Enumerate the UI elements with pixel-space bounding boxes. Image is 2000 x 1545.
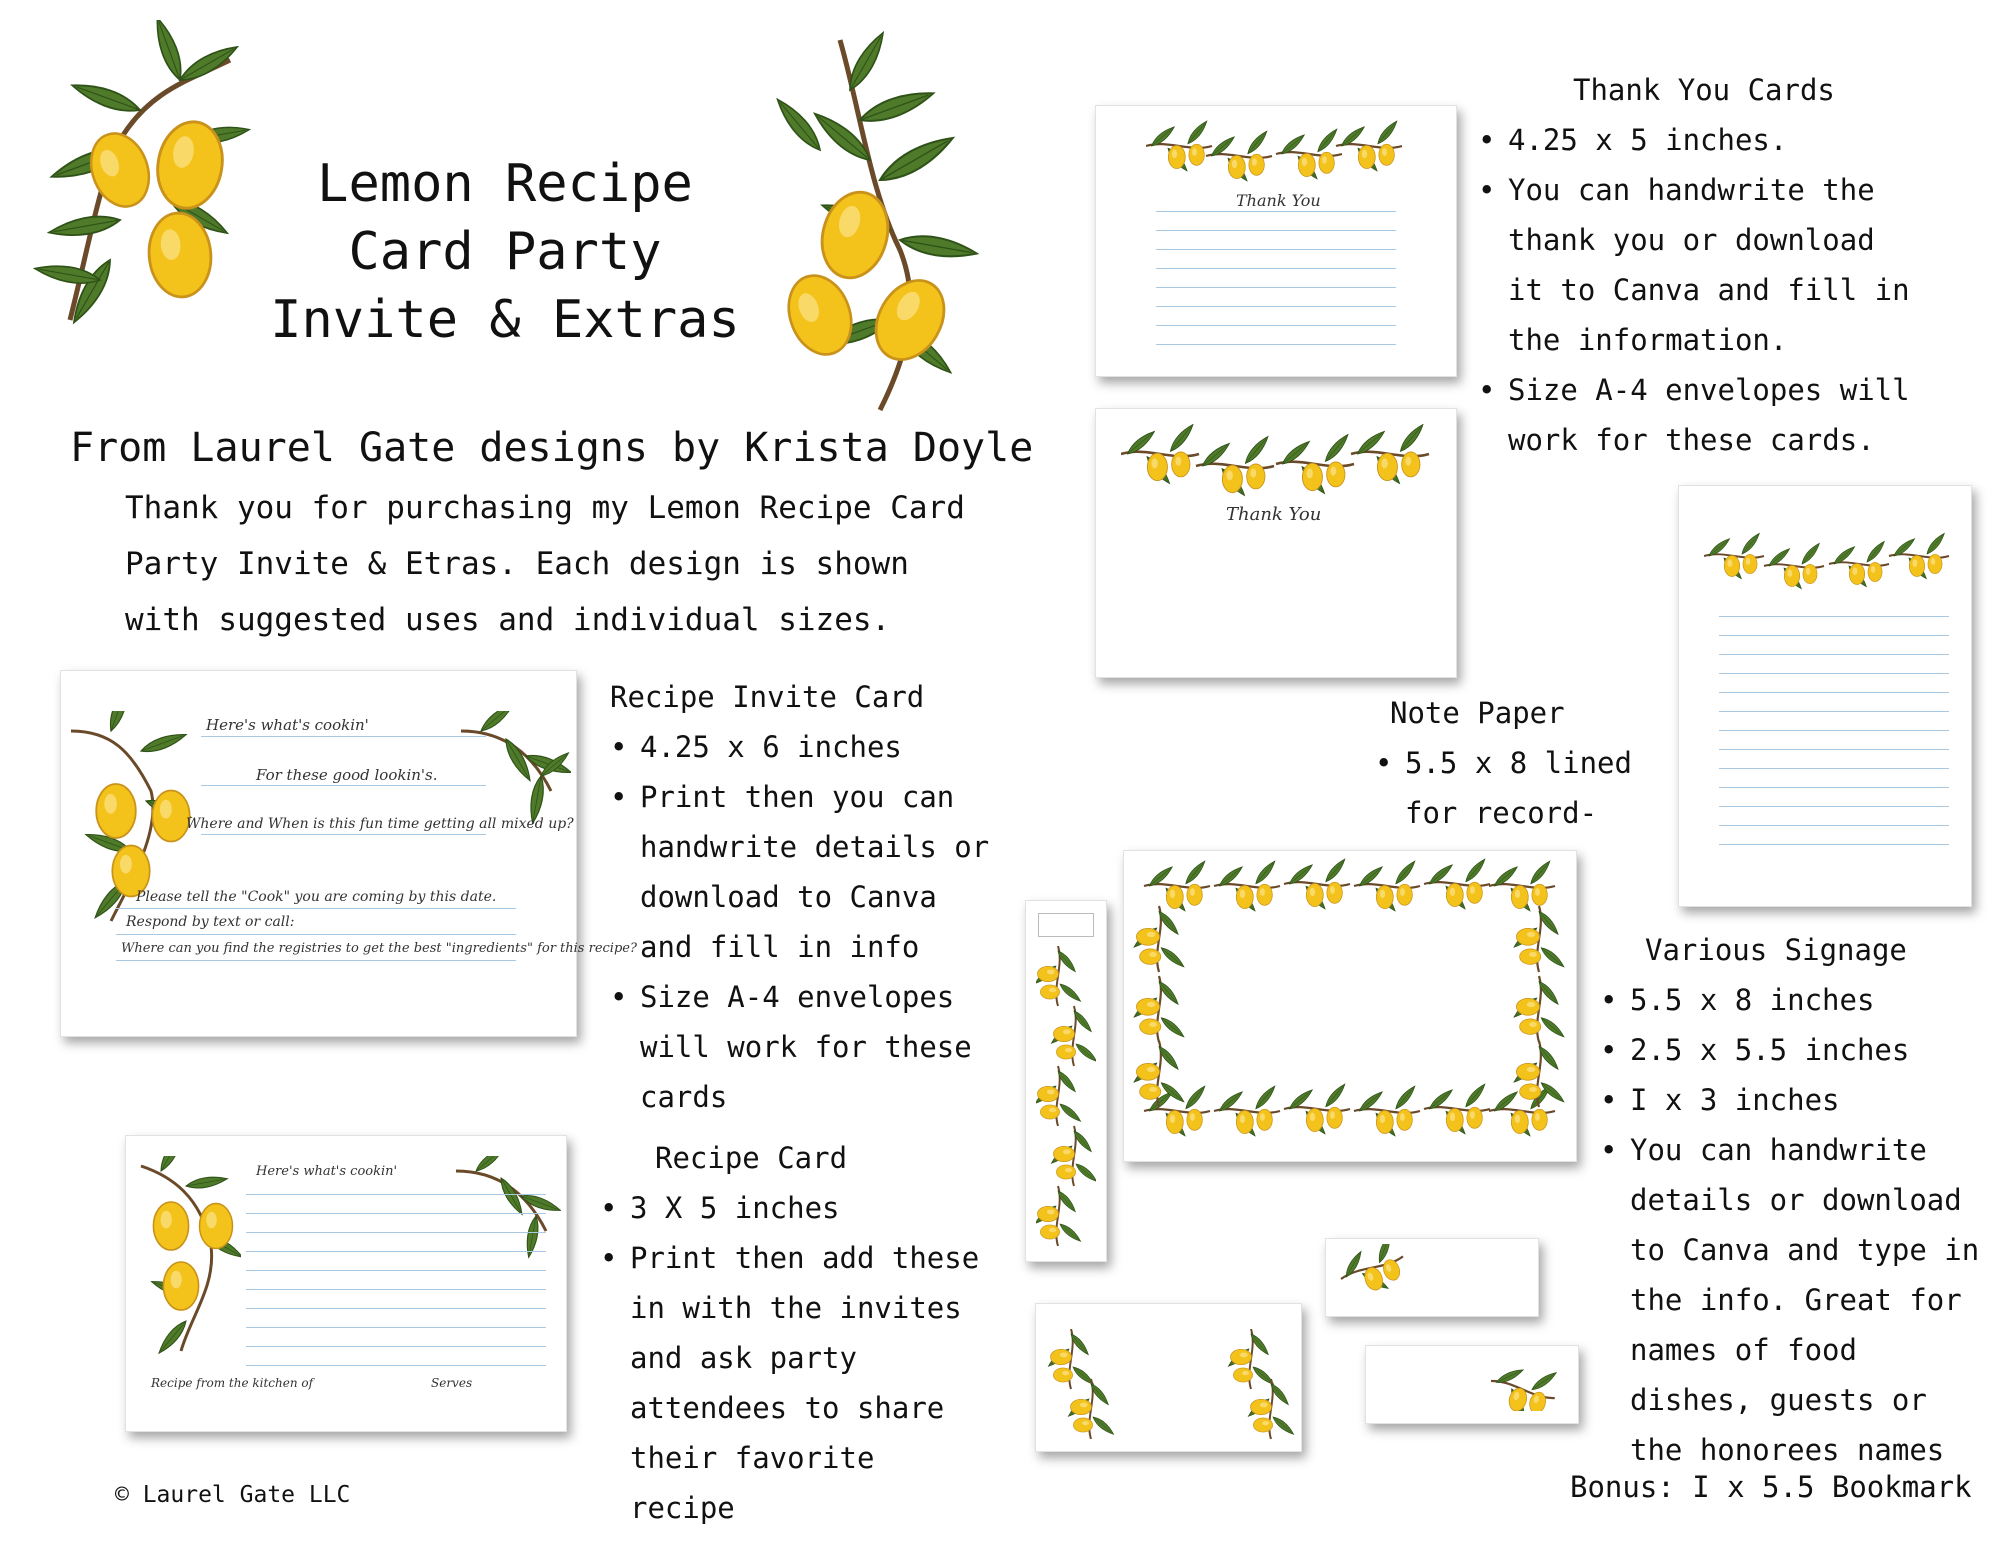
- byline: From Laurel Gate designs by Krista Doyle: [70, 425, 1034, 471]
- signage-frame-preview: [1123, 850, 1577, 1162]
- small-label-preview: [1365, 1345, 1579, 1424]
- invite-line-4: Please tell the "Cook" you are coming by this date.: [136, 889, 497, 905]
- tent-card-lemon-right-illustration: [1226, 1329, 1301, 1439]
- recipe-card-top-text: Here's what's cookin': [256, 1164, 398, 1179]
- signage-bullet: • I x 3 inches: [1630, 1075, 1980, 1125]
- invite-card-preview: [60, 670, 637, 1037]
- recipe-card-bullet: • 3 X 5 inches: [630, 1183, 990, 1233]
- invite-line-3: Where and When is this fun time getting all mixed up?: [186, 816, 574, 832]
- bookmark-preview: [1025, 900, 1107, 1262]
- title-line-1: Lemon Recipe: [317, 154, 693, 214]
- invite-card-section: [610, 672, 1000, 1122]
- invite-card-bullet: • 4.25 x 6 inches: [640, 722, 1000, 772]
- note-paper-preview: [1678, 485, 1972, 907]
- lemon-frame-illustration: [1129, 856, 1571, 1156]
- invite-card-heading: Recipe Invite Card: [610, 680, 925, 714]
- thank-you-card-lined-preview: [1095, 105, 1457, 377]
- tent-card-lemon-left-illustration: [1046, 1329, 1121, 1439]
- recipe-card-section: [600, 1133, 990, 1533]
- bookmark-label-box: [1038, 913, 1094, 937]
- bookmark-vine-illustration: [1036, 946, 1096, 1256]
- invite-rules-top: [201, 736, 486, 853]
- page-title: [270, 150, 740, 354]
- lemon-branch-left-illustration: [30, 20, 280, 380]
- recipe-card-serves-label: Serves: [431, 1376, 473, 1390]
- note-paper-rules: [1719, 616, 1949, 863]
- thank-you-garland-illustration: [1146, 116, 1406, 186]
- thank-you-bullet: • 4.25 x 5 inches.: [1508, 115, 1918, 165]
- signage-heading: Various Signage: [1645, 933, 1907, 967]
- recipe-lemon-left-illustration: [131, 1156, 241, 1356]
- signage-bullet: • You can handwrite details or download to Canva and type in the info. Great for names of food dishes, guests or the honorees names: [1630, 1125, 1980, 1475]
- invite-line-5: Respond by text or call:: [126, 914, 295, 930]
- thank-you-section: [1478, 65, 1918, 465]
- thank-you-garland-illustration: [1121, 424, 1431, 504]
- recipe-card-preview: [125, 1135, 567, 1432]
- small-label-preview: [1325, 1238, 1539, 1317]
- note-paper-heading: Note Paper: [1390, 696, 1565, 730]
- small-label-sprig-illustration: [1486, 1351, 1576, 1411]
- small-label-sprig-illustration: [1336, 1244, 1426, 1304]
- recipe-card-rules: [246, 1194, 546, 1384]
- title-line-2: Card Party: [348, 222, 662, 282]
- thank-you-heading: Thank You Cards: [1573, 73, 1835, 107]
- invite-card-bullet: • Print then you can handwrite details or download to Canva and fill in info: [640, 772, 1000, 972]
- invite-rules-bottom: [116, 908, 516, 979]
- recipe-card-heading: Recipe Card: [655, 1141, 848, 1175]
- invite-card-bullet: • Size A-4 envelopes will work for these cards: [640, 972, 1000, 1122]
- thank-you-card-rules: [1156, 211, 1396, 363]
- tent-card-preview: [1035, 1303, 1302, 1452]
- invite-line-6: Where can you find the registries to get the best "ingredients" for this recipe?: [121, 941, 637, 956]
- signage-bullet: • 2.5 x 5.5 inches: [1630, 1025, 1980, 1075]
- bonus-text: Bonus: I x 5.5 Bookmark: [1570, 1470, 1972, 1504]
- signage-bullet: • 5.5 x 8 inches: [1630, 975, 1980, 1025]
- invite-line-1: Here's what's cookin': [206, 716, 369, 734]
- thank-you-card-text: Thank You: [1226, 504, 1322, 525]
- invite-line-2: For these good lookin's.: [256, 766, 438, 784]
- thank-you-bullet: • Size A-4 envelopes will work for these cards.: [1508, 365, 1918, 465]
- signage-section: [1600, 925, 1980, 1475]
- lemon-branch-right-illustration: [760, 30, 1010, 420]
- copyright: © Laurel Gate LLC: [115, 1482, 351, 1508]
- thank-you-card-text: Thank You: [1236, 191, 1321, 210]
- intro-text: Thank you for purchasing my Lemon Recipe Card Party Invite & Etras. Each design is shown with suggested uses and individual sizes.: [125, 490, 965, 638]
- thank-you-bullet: • You can handwrite the thank you or download it to Canva and fill in the information.: [1508, 165, 1918, 365]
- thank-you-card-plain-preview: [1095, 408, 1457, 678]
- title-line-3: Invite & Extras: [270, 290, 740, 350]
- note-paper-garland-illustration: [1704, 531, 1954, 601]
- recipe-card-bullet: • Print then add these in with the invites and ask party attendees to share their favorite recipe: [630, 1233, 990, 1533]
- recipe-card-from-label: Recipe from the kitchen of: [151, 1376, 314, 1390]
- note-paper-bullet: • 5.5 x 8 lined for record-: [1405, 738, 1675, 888]
